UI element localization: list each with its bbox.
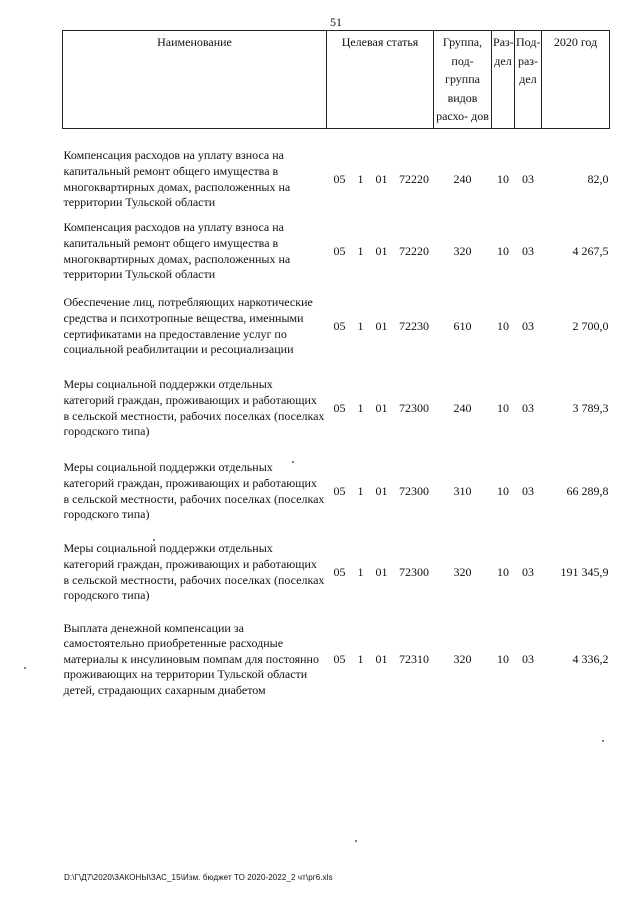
row-code-4: 72220: [399, 171, 429, 186]
row-code-1: 05: [333, 243, 346, 258]
table-row: [63, 535, 610, 611]
row-section: 10: [497, 651, 510, 666]
row-section: 10: [497, 243, 510, 258]
row-code-1: 05: [333, 318, 346, 333]
header-name: Наименование: [63, 31, 327, 129]
row-amount: 4 336,2: [572, 651, 609, 666]
row-amount: 4 267,5: [572, 243, 609, 258]
scan-speck: [153, 539, 155, 541]
row-code-3: 01: [375, 483, 388, 498]
row-group: 610: [453, 318, 472, 333]
row-name: Обеспечение лиц, потребляющих наркотические средства и психотропные вещества, именными сертификатами на предоставление услуг по социальной реабилитации и ресоциализации: [63, 295, 313, 357]
scan-speck: [24, 667, 26, 669]
row-code-2: 1: [357, 171, 364, 186]
scan-speck: [602, 740, 604, 742]
row-group: 320: [453, 651, 472, 666]
row-code-3: 01: [375, 318, 388, 333]
header-subsection: Под- раз- дел: [515, 31, 542, 129]
row-code-1: 05: [333, 564, 346, 579]
header-target: Целевая статья: [327, 31, 434, 129]
table-row: [63, 141, 610, 219]
table-body: [63, 129, 610, 709]
row-name: Компенсация расходов на уплату взноса на капитальный ремонт общего имущества в многоквартирных домах, расположенных на территории Тульской области: [63, 148, 291, 210]
table-row: [63, 285, 610, 369]
row-code-1: 05: [333, 400, 346, 415]
row-amount: 66 289,8: [566, 483, 609, 498]
row-name: Выплата денежной компенсации за самостоятельно приобретенные расходные материалы к инсулиновым помпам для постоянно проживающих на территории Тульской области детей, страдающих сахарным диабетом: [63, 620, 319, 697]
header-group: Группа, под- группа видов расхо- дов: [434, 31, 492, 129]
row-code-4: 72220: [399, 243, 429, 258]
row-section: 10: [497, 400, 510, 415]
row-subsection: 03: [522, 400, 535, 415]
table-header: [63, 31, 610, 129]
header-year: 2020 год: [542, 31, 610, 129]
row-code-4: 72230: [399, 318, 429, 333]
file-path-footer: D:\Г\Д7\2020\ЗАКОНЫ\ЗАС_15\Изм. бюджет ТО 2020-2022_2 чт\рг6.xls: [64, 873, 333, 882]
row-subsection: 03: [522, 243, 535, 258]
row-code-1: 05: [333, 171, 346, 186]
row-code-3: 01: [375, 171, 388, 186]
scan-speck: [292, 461, 294, 463]
row-amount: 2 700,0: [572, 318, 609, 333]
row-code-1: 05: [333, 483, 346, 498]
row-code-2: 1: [357, 400, 364, 415]
row-code-4: 72300: [399, 483, 429, 498]
row-subsection: 03: [522, 564, 535, 579]
row-name: Меры социальной поддержки отдельных категорий граждан, проживающих и работающих в сельской местности, рабочих поселках (поселках городского типа): [63, 541, 325, 603]
page-number: 51: [330, 15, 342, 29]
scan-speck: [355, 840, 357, 842]
row-group: 320: [453, 564, 472, 579]
row-section: 10: [497, 483, 510, 498]
header-section: Раз- дел: [492, 31, 515, 129]
table-row: [63, 219, 610, 285]
row-section: 10: [497, 318, 510, 333]
row-code-3: 01: [375, 400, 388, 415]
row-subsection: 03: [522, 651, 535, 666]
row-code-2: 1: [357, 651, 364, 666]
row-code-2: 1: [357, 564, 364, 579]
row-amount: 3 789,3: [572, 400, 609, 415]
row-code-2: 1: [357, 243, 364, 258]
table-row: [63, 369, 610, 449]
row-name: Меры социальной поддержки отдельных категорий граждан, проживающих и работающих в сельской местности, рабочих поселках (поселках городского типа): [63, 460, 325, 522]
row-group: 310: [453, 483, 472, 498]
row-name: Меры социальной поддержки отдельных категорий граждан, проживающих и работающих в сельской местности, рабочих поселках (поселках городского типа): [63, 377, 325, 439]
row-code-3: 01: [375, 651, 388, 666]
row-code-3: 01: [375, 243, 388, 258]
row-name: Компенсация расходов на уплату взноса на капитальный ремонт общего имущества в многоквартирных домах, расположенных на территории Тульской области: [63, 220, 291, 282]
row-section: 10: [497, 564, 510, 579]
budget-table: [62, 30, 610, 709]
row-group: 320: [453, 243, 472, 258]
table-row: [63, 449, 610, 535]
row-amount: 191 345,9: [560, 564, 609, 579]
row-amount: 82,0: [587, 171, 609, 186]
row-code-4: 72300: [399, 564, 429, 579]
row-group: 240: [453, 400, 472, 415]
row-subsection: 03: [522, 171, 535, 186]
table-row: [63, 611, 610, 709]
row-subsection: 03: [522, 318, 535, 333]
row-section: 10: [497, 171, 510, 186]
row-code-4: 72300: [399, 400, 429, 415]
row-code-2: 1: [357, 318, 364, 333]
row-code-3: 01: [375, 564, 388, 579]
row-group: 240: [453, 171, 472, 186]
row-code-2: 1: [357, 483, 364, 498]
row-code-1: 05: [333, 651, 346, 666]
row-code-4: 72310: [399, 651, 429, 666]
row-subsection: 03: [522, 483, 535, 498]
